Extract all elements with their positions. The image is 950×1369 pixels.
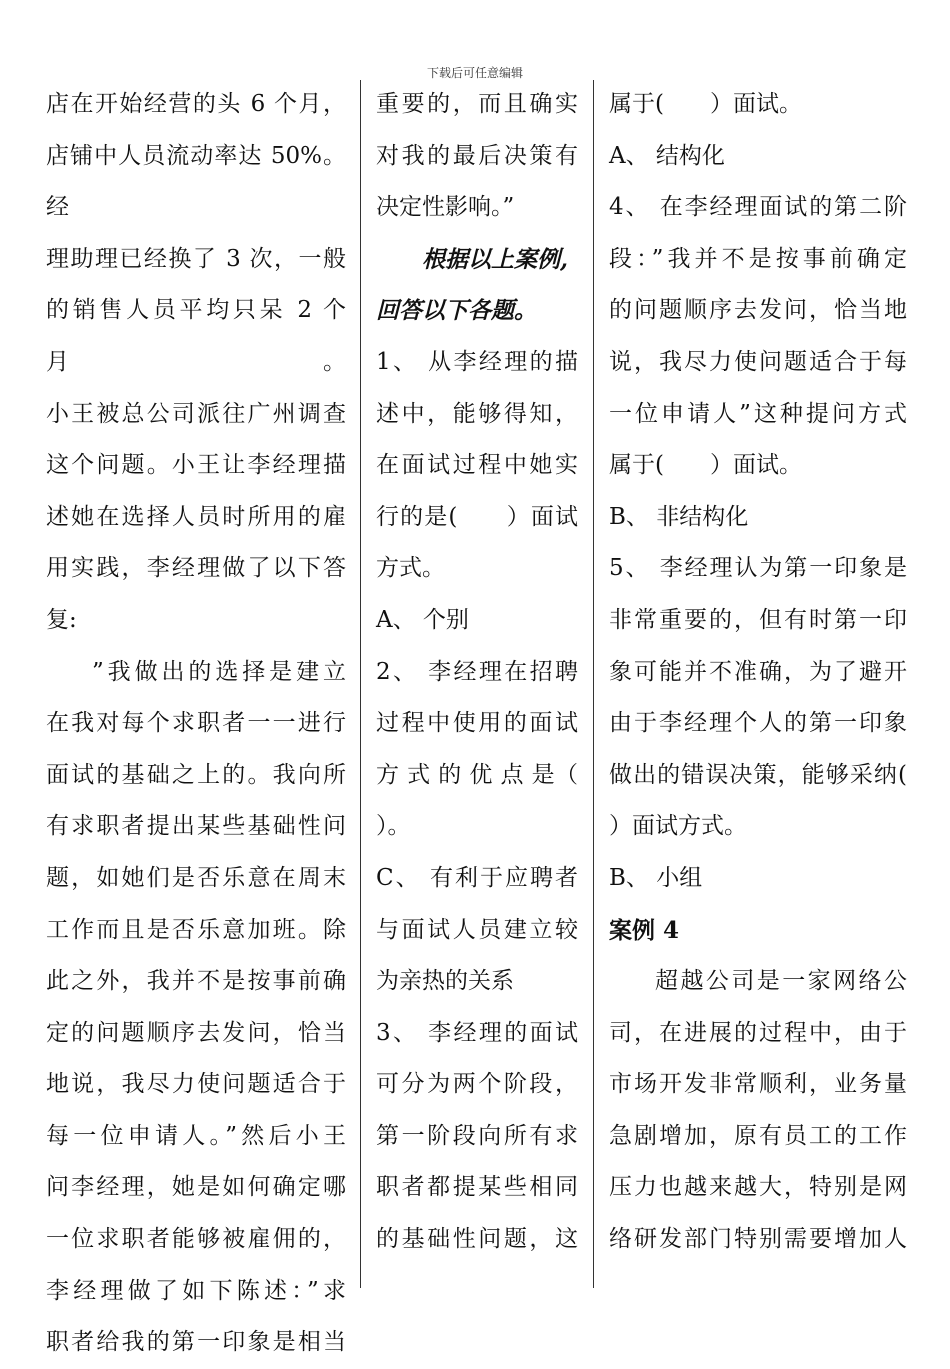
section-heading: 根据以上案例, <box>422 245 569 273</box>
text-line: 属于( ）面试。 <box>609 91 802 117</box>
text-line: 题，如她们是否乐意在周末 <box>46 864 346 891</box>
text-line: 方式。 <box>376 555 445 582</box>
text-line: 在我对每个求职者一一进行 <box>46 710 346 737</box>
text-line: 行的是( ）面试 <box>376 503 578 530</box>
text-line: 每一位申请人。”然后小王 <box>46 1122 346 1149</box>
text-line: 李经理做了如下陈述：”求 <box>46 1277 346 1304</box>
text-line: 职者给我的第一印象是相当 <box>46 1329 346 1356</box>
text-line: 与面试人员建立较 <box>376 916 578 943</box>
page-header: 下载后可任意编辑 <box>426 66 523 80</box>
text-line: 工作而且是否乐意加班。除 <box>46 916 346 943</box>
text-line: 此之外，我并不是按事前确 <box>46 968 346 995</box>
question-line: 1、 从李经理的描 <box>376 348 578 375</box>
answer-line: B、 小组 <box>609 864 703 891</box>
column-divider-right <box>593 80 594 1288</box>
text-line: 一位申请人”这种提问方式 <box>609 400 907 427</box>
text-line: 由于李经理个人的第一印象 <box>609 710 907 737</box>
text-line: 对我的最后决策有 <box>376 142 578 169</box>
text-line: 为亲热的关系 <box>376 968 514 995</box>
text-line: 职者都提某些相同 <box>376 1174 578 1201</box>
text-column-2 <box>376 79 578 1266</box>
answer-line: A、 结构化 <box>609 142 725 169</box>
text-column-1 <box>46 79 346 1369</box>
text-line: 段：”我并不是按事前确定 <box>609 245 907 272</box>
column-divider-left <box>360 80 361 1288</box>
text-line: 压力也越来越大，特别是网 <box>609 1174 907 1201</box>
text-line: 有求职者提出某些基础性问 <box>46 813 346 840</box>
text-line: 决定性影响。” <box>376 194 515 221</box>
text-line: ”我做出的选择是建立 <box>92 658 346 685</box>
text-line: 定的问题顺序去发问，恰当 <box>46 1019 346 1046</box>
text-line: 急剧增加，原有员工的工作 <box>609 1122 907 1149</box>
text-line: 做出的错误决策，能够采纳( <box>609 761 907 788</box>
question-line: 5、 李经理认为第一印象是 <box>609 555 907 582</box>
answer-line: A、 个别 <box>376 606 469 633</box>
text-line: 面试的基础之上的。我向所 <box>46 761 346 788</box>
text-line: 可分为两个阶段， <box>376 1071 578 1098</box>
text-line: 理助理已经换了 3 次，一般 <box>46 245 346 272</box>
text-line: 店在开始经营的头 6 个月， <box>46 91 346 117</box>
text-line: 述她在选择人员时所用的雇 <box>46 503 346 530</box>
text-line: 说，我尽力使问题适合于每 <box>609 348 907 375</box>
text-line: 在面试过程中她实 <box>376 452 578 479</box>
text-line: 复: <box>46 606 77 633</box>
text-line: 小王被总公司派往广州调查 <box>46 400 346 427</box>
text-line: 过程中使用的面试 <box>376 710 578 737</box>
text-line: 的问题顺序去发问，恰当地 <box>609 297 907 324</box>
text-line: 络研发部门特别需要增加人 <box>609 1226 907 1253</box>
text-line: 地说，我尽力使问题适合于 <box>46 1071 346 1098</box>
text-line: 一位求职者能够被雇佣的， <box>46 1226 346 1253</box>
text-line: 属于( ）面试。 <box>609 452 802 479</box>
question-line: 2、 李经理在招聘 <box>376 658 578 685</box>
answer-line: B、 非结构化 <box>609 503 749 530</box>
text-line: ）面试方式。 <box>609 813 747 840</box>
text-line: 非常重要的，但有时第一印 <box>609 606 907 633</box>
text-line: 市场开发非常顺利，业务量 <box>609 1071 907 1098</box>
text-line: 的销售人员平均只呆 2 个月。 <box>46 297 346 375</box>
text-line: ）。 <box>376 813 411 840</box>
text-line: 象可能并不准确，为了避开 <box>609 658 907 685</box>
text-line: 述中，能够得知， <box>376 400 578 427</box>
section-heading: 回答以下各题。 <box>376 297 537 325</box>
question-line: 4、 在李经理面试的第二阶 <box>609 194 907 221</box>
text-line: 超越公司是一家网络公 <box>655 968 907 995</box>
text-line: 问李经理，她是如何确定哪 <box>46 1174 346 1201</box>
text-line: 司，在进展的过程中，由于 <box>609 1019 907 1046</box>
text-line: 这个问题。小王让李经理描 <box>46 452 346 479</box>
answer-line: C、 有利于应聘者 <box>376 864 578 891</box>
case-heading: 案例 4 <box>609 916 680 944</box>
text-line: 重要的，而且确实 <box>376 91 578 117</box>
text-line: 的基础性问题，这 <box>376 1226 578 1253</box>
text-line: 方 式 的 优 点 是（ <box>376 761 578 788</box>
text-line: 第一阶段向所有求 <box>376 1122 578 1149</box>
text-column-3 <box>609 79 907 1266</box>
text-line: 用实践，李经理做了以下答 <box>46 555 346 582</box>
text-line: 店铺中人员流动率达 50%。经 <box>46 142 346 221</box>
question-line: 3、 李经理的面试 <box>376 1019 578 1046</box>
